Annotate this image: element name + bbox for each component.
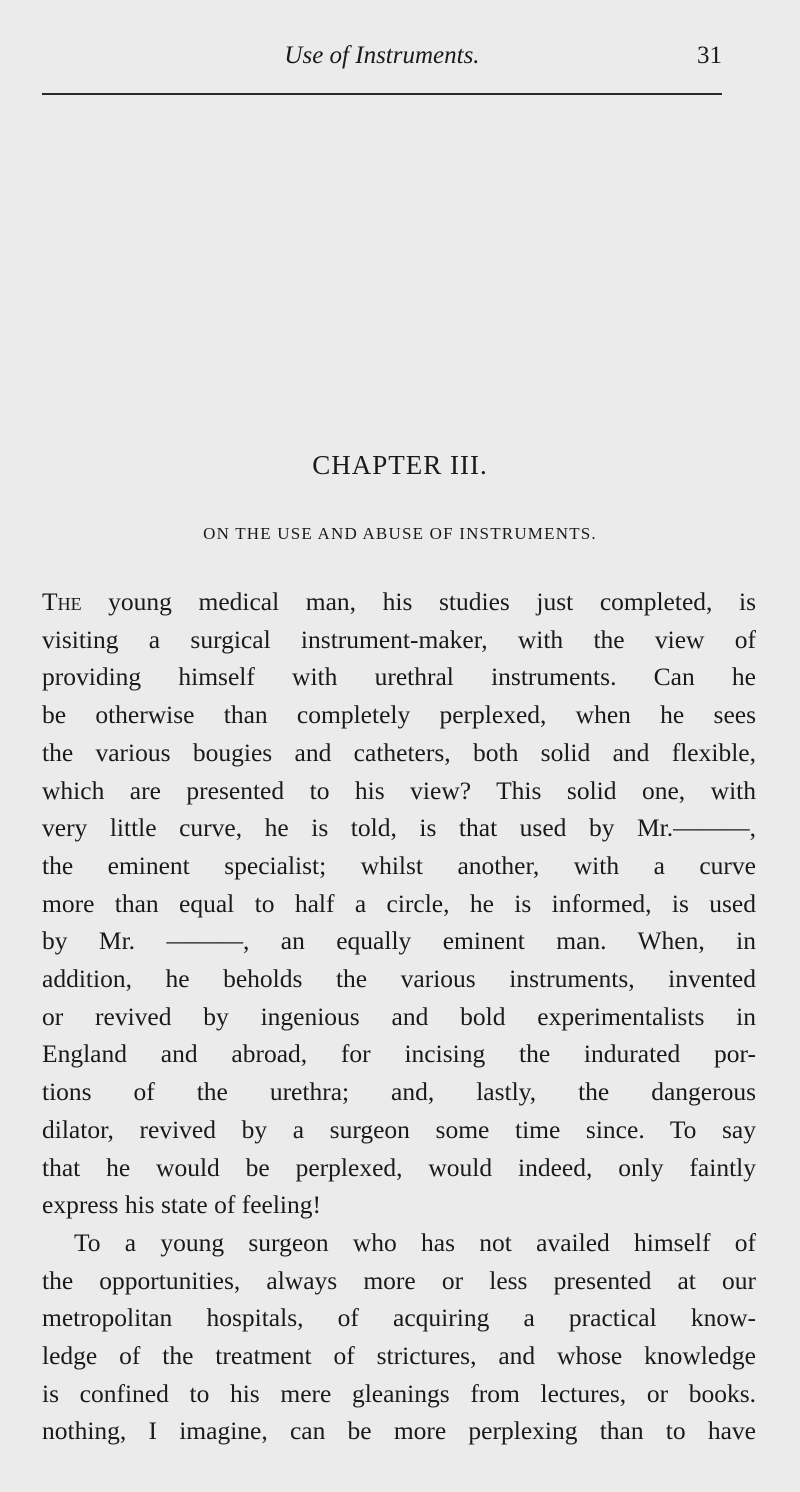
text-line: the eminent specialist; whilst another, with a curve [42, 850, 756, 880]
text-line: To a young surgeon who has not availed himself of [74, 1227, 756, 1257]
body-text [42, 583, 756, 1450]
text-line: metropolitan hospitals, of acquiring a practical know- [42, 1303, 756, 1333]
paragraph [42, 1224, 756, 1450]
text-line: dilator, revived by a surgeon some time since. To say [42, 1114, 756, 1144]
text-line: England and abroad, for incising the indurated por- [42, 1039, 756, 1069]
running-title: Use of Instruments. [284, 42, 480, 69]
chapter-subtitle: ON THE USE AND ABUSE OF INSTRUMENTS. [203, 524, 597, 543]
text-line: is confined to his mere gleanings from lectures, or books. [42, 1378, 756, 1408]
text-line: The young medical man, his studies just completed, is [42, 587, 756, 616]
text-line: which are presented to his view? This solid one, with [42, 775, 756, 805]
text-line: providing himself with urethral instruments. Can he [42, 662, 756, 692]
text-line: the various bougies and catheters, both solid and flexible, [42, 737, 756, 767]
text-line: more than equal to half a circle, he is informed, is used [42, 888, 756, 918]
text-line: very little curve, he is told, is that used by Mr.———, [42, 813, 756, 843]
text-line: that he would be perplexed, would indeed, only faintly [42, 1152, 756, 1182]
text-line: tions of the urethra; and, lastly, the dangerous [42, 1077, 756, 1107]
text-line: ledge of the treatment of strictures, and whose knowledge [42, 1341, 756, 1371]
text-line: nothing, I imagine, can be more perplexing than to have [42, 1416, 756, 1446]
text-line: visiting a surgical instrument-maker, with the view of [42, 624, 756, 654]
text-line: by Mr. ———, an equally eminent man. When, in [42, 926, 756, 956]
paragraph [42, 583, 756, 1224]
page-number: 31 [697, 42, 722, 69]
text-line: addition, he beholds the various instruments, invented [42, 964, 756, 994]
text-line: or revived by ingenious and bold experimentalists in [42, 1001, 756, 1031]
chapter-title: CHAPTER III. [312, 450, 488, 480]
text-line: express his state of feeling! [42, 1190, 321, 1220]
lead-word: The [42, 587, 82, 616]
header-rule [42, 93, 722, 95]
text-line: the opportunities, always more or less presented at our [42, 1265, 756, 1295]
text-line: be otherwise than completely perplexed, when he sees [42, 700, 756, 730]
running-head [42, 38, 722, 82]
